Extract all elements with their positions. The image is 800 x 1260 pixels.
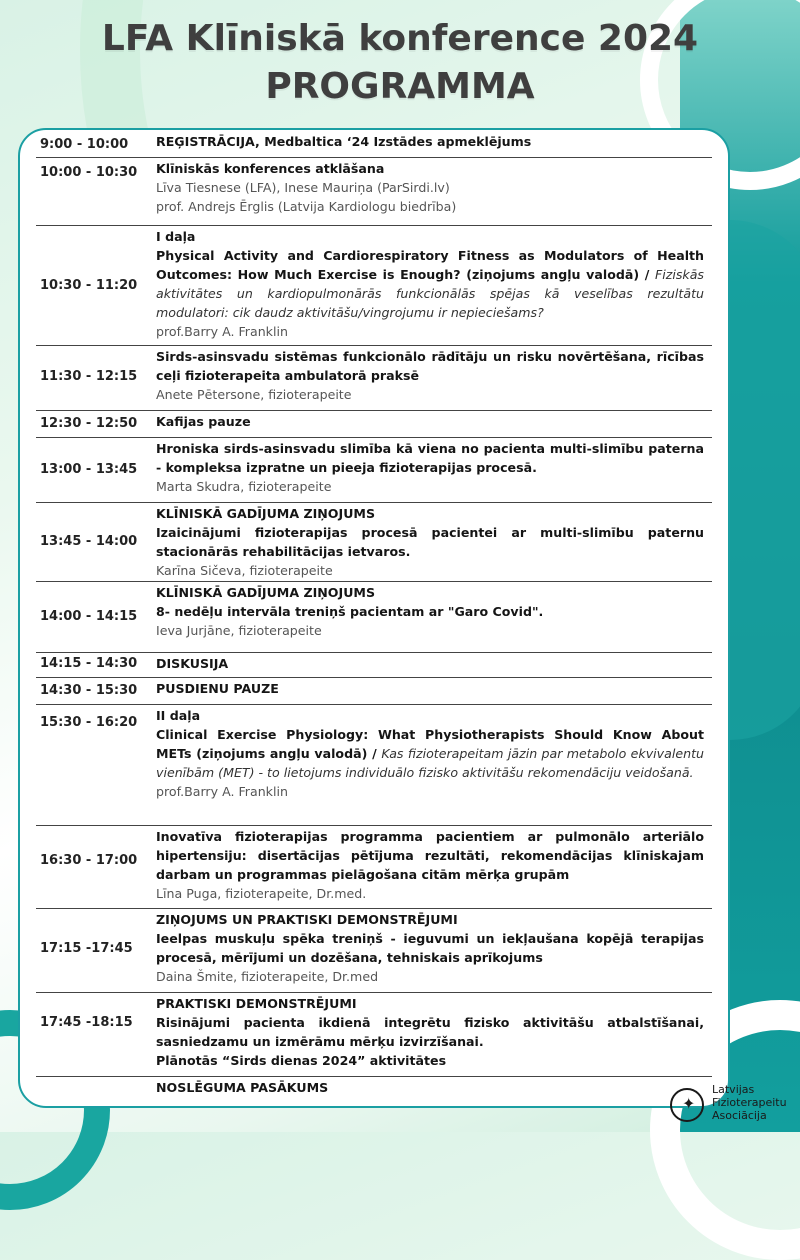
program-heading: PUSDIENU PAUZE — [156, 681, 279, 696]
program-row — [36, 158, 712, 226]
program-row — [36, 411, 712, 438]
program-time: 10:30 - 11:20 — [40, 278, 138, 293]
program-speaker: prof.Barry A. Franklin — [156, 784, 288, 799]
program-talk-title — [156, 246, 704, 322]
program-time: 9:00 - 10:00 — [40, 137, 129, 152]
program-speaker: prof. Andrejs Ērglis (Latvija Kardiologu biedrība) — [156, 199, 457, 214]
program-time: 14:00 - 14:15 — [40, 609, 138, 624]
program-heading: Plānotās “Sirds dienas 2024” aktivitātes — [156, 1053, 447, 1068]
program-row — [36, 582, 712, 653]
program-heading: DISKUSIJA — [156, 656, 229, 671]
program-content — [156, 679, 704, 698]
program-speaker: Marta Skudra, fizioterapeite — [156, 479, 332, 494]
program-content — [156, 654, 704, 673]
program-time: 17:15 -17:45 — [40, 941, 133, 956]
program-time: 13:45 - 14:00 — [40, 534, 138, 549]
program-row — [36, 438, 712, 503]
program-content — [156, 347, 704, 404]
program-time: 12:30 - 12:50 — [40, 416, 138, 431]
program-row — [36, 1077, 712, 1103]
program-row — [36, 653, 712, 678]
program-time: 17:45 -18:15 — [40, 1015, 133, 1030]
program-content — [156, 132, 704, 151]
logo-text: Latvijas Fizioterapeitu Asociācija — [712, 1083, 787, 1122]
program-content — [156, 159, 704, 216]
program-heading: I daļa — [156, 229, 196, 244]
program-time: 14:30 - 15:30 — [40, 683, 138, 698]
program-heading: KLĪNISKĀ GADĪJUMA ZIŅOJUMS — [156, 506, 376, 521]
program-content — [156, 227, 704, 341]
program-content — [156, 910, 704, 986]
person-figure-icon: ✦ — [682, 1094, 696, 1113]
program-time: 16:30 - 17:00 — [40, 853, 138, 868]
program-heading: Klīniskās konferences atklāšana — [156, 161, 385, 176]
talk-title-latvian: Kas fizioterapeitam jāzin par metabolo ekvivalentu vienībām (MET) - to lietojums individuālo fizisko aktivitāšu rekomendāciju veidošanā. — [156, 746, 704, 780]
program-content — [156, 412, 704, 431]
program-speaker: Līva Tiesnese (LFA), Inese Mauriņa (ParSirdi.lv) — [156, 180, 450, 195]
program-time: 13:00 - 13:45 — [40, 462, 138, 477]
program-speaker: Anete Pētersone, fizioterapeite — [156, 387, 352, 402]
program-row — [36, 678, 712, 705]
program-row — [36, 826, 712, 909]
page-subtitle: PROGRAMMA — [265, 66, 535, 107]
program-heading: NOSLĒGUMA PASĀKUMS — [156, 1080, 329, 1095]
program-content — [156, 706, 704, 801]
program-content — [156, 827, 704, 903]
program-speaker: prof.Barry A. Franklin — [156, 324, 288, 339]
program-talk-title: Inovatīva fizioterapijas programma pacientiem ar pulmonālo arteriālo hipertensiju: disertācijas pētījuma rezultāti, rekomendācijas klīniskajam darbam un programmas pielāgošana citām mērķa grupām — [156, 829, 704, 882]
program-heading: ZIŅOJUMS UN PRAKTISKI DEMONSTRĒJUMI — [156, 912, 458, 927]
talk-title-english: Clinical Exercise Physiology: What Physiotherapists Should Know About METs (ziņojums angļu valodā) / — [156, 727, 704, 761]
program-row — [36, 226, 712, 346]
program-speaker: Līna Puga, fizioterapeite, Dr.med. — [156, 886, 367, 901]
program-talk-title: Risinājumi pacienta ikdienā integrētu fizisko aktivitāšu atbalstīšanai, sasniedzamu un izmērāmu mērķu izvirzīšanai. — [156, 1015, 704, 1049]
program-time: 14:15 - 14:30 — [40, 656, 138, 671]
program-heading: PRAKTISKI DEMONSTRĒJUMI — [156, 996, 357, 1011]
program-content — [156, 583, 704, 640]
program-row — [36, 993, 712, 1077]
program-heading: KLĪNISKĀ GADĪJUMA ZIŅOJUMS — [156, 585, 376, 600]
program-talk-title: Izaicinājumi fizioterapijas procesā pacientei ar multi-slimību paternu stacionārās rehabilitācijas ietvaros. — [156, 525, 704, 559]
program-heading: REĢISTRĀCIJA, Medbaltica ‘24 Izstādes apmeklējums — [156, 134, 532, 149]
program-row — [36, 131, 712, 158]
program-talk-title: Sirds-asinsvadu sistēmas funkcionālo rādītāju un risku novērtēšana, rīcības ceļi fizioterapeita ambulatorā praksē — [156, 349, 704, 383]
program-time: 15:30 - 16:20 — [40, 715, 138, 730]
program-heading: II daļa — [156, 708, 201, 723]
program-talk-title — [156, 725, 704, 782]
program-speaker: Karīna Sičeva, fizioterapeite — [156, 563, 333, 578]
talk-title-latvian: Fiziskās aktivitātes un kardiopulmonārās funkcionālās spējas kā veselības rezultātu modulatori: cik daudz aktivitāšu/vingrojumu ir nepieciešams? — [156, 267, 704, 320]
program-speaker: Daina Šmite, fizioterapeite, Dr.med — [156, 969, 379, 984]
program-row — [36, 705, 712, 826]
program-heading: 8- nedēļu intervāla treniņš pacientam ar "Garo Covid". — [156, 604, 544, 619]
program-talk-title: Ieelpas muskuļu spēka treniņš - ieguvumi un iekļaušana kopējā terapijas procesā, mērījumi un dozēšana, tehniskais aprīkojums — [156, 931, 704, 965]
program-time: 11:30 - 12:15 — [40, 369, 138, 384]
program-row — [36, 503, 712, 582]
program-content — [156, 439, 704, 496]
talk-title-english: Physical Activity and Cardiorespiratory Fitness as Modulators of Health Outcomes: How Much Exercise is Enough? (ziņojums angļu valodā) / — [156, 248, 704, 282]
program-content — [156, 1078, 704, 1097]
program-row — [36, 346, 712, 411]
program-heading: Kafijas pauze — [156, 414, 251, 429]
association-logo — [670, 1080, 800, 1130]
program-time: 10:00 - 10:30 — [40, 165, 138, 180]
program-talk-title: Hroniska sirds-asinsvadu slimība kā viena no pacienta multi-slimību paterna - kompleksa izpratne un pieeja fizioterapijas procesā. — [156, 441, 704, 475]
program-row — [36, 909, 712, 993]
program-speaker: Ieva Jurjāne, fizioterapeite — [156, 623, 322, 638]
program-content — [156, 504, 704, 580]
program-content — [156, 994, 704, 1070]
page-title: LFA Klīniskā konference 2024 — [101, 18, 699, 59]
